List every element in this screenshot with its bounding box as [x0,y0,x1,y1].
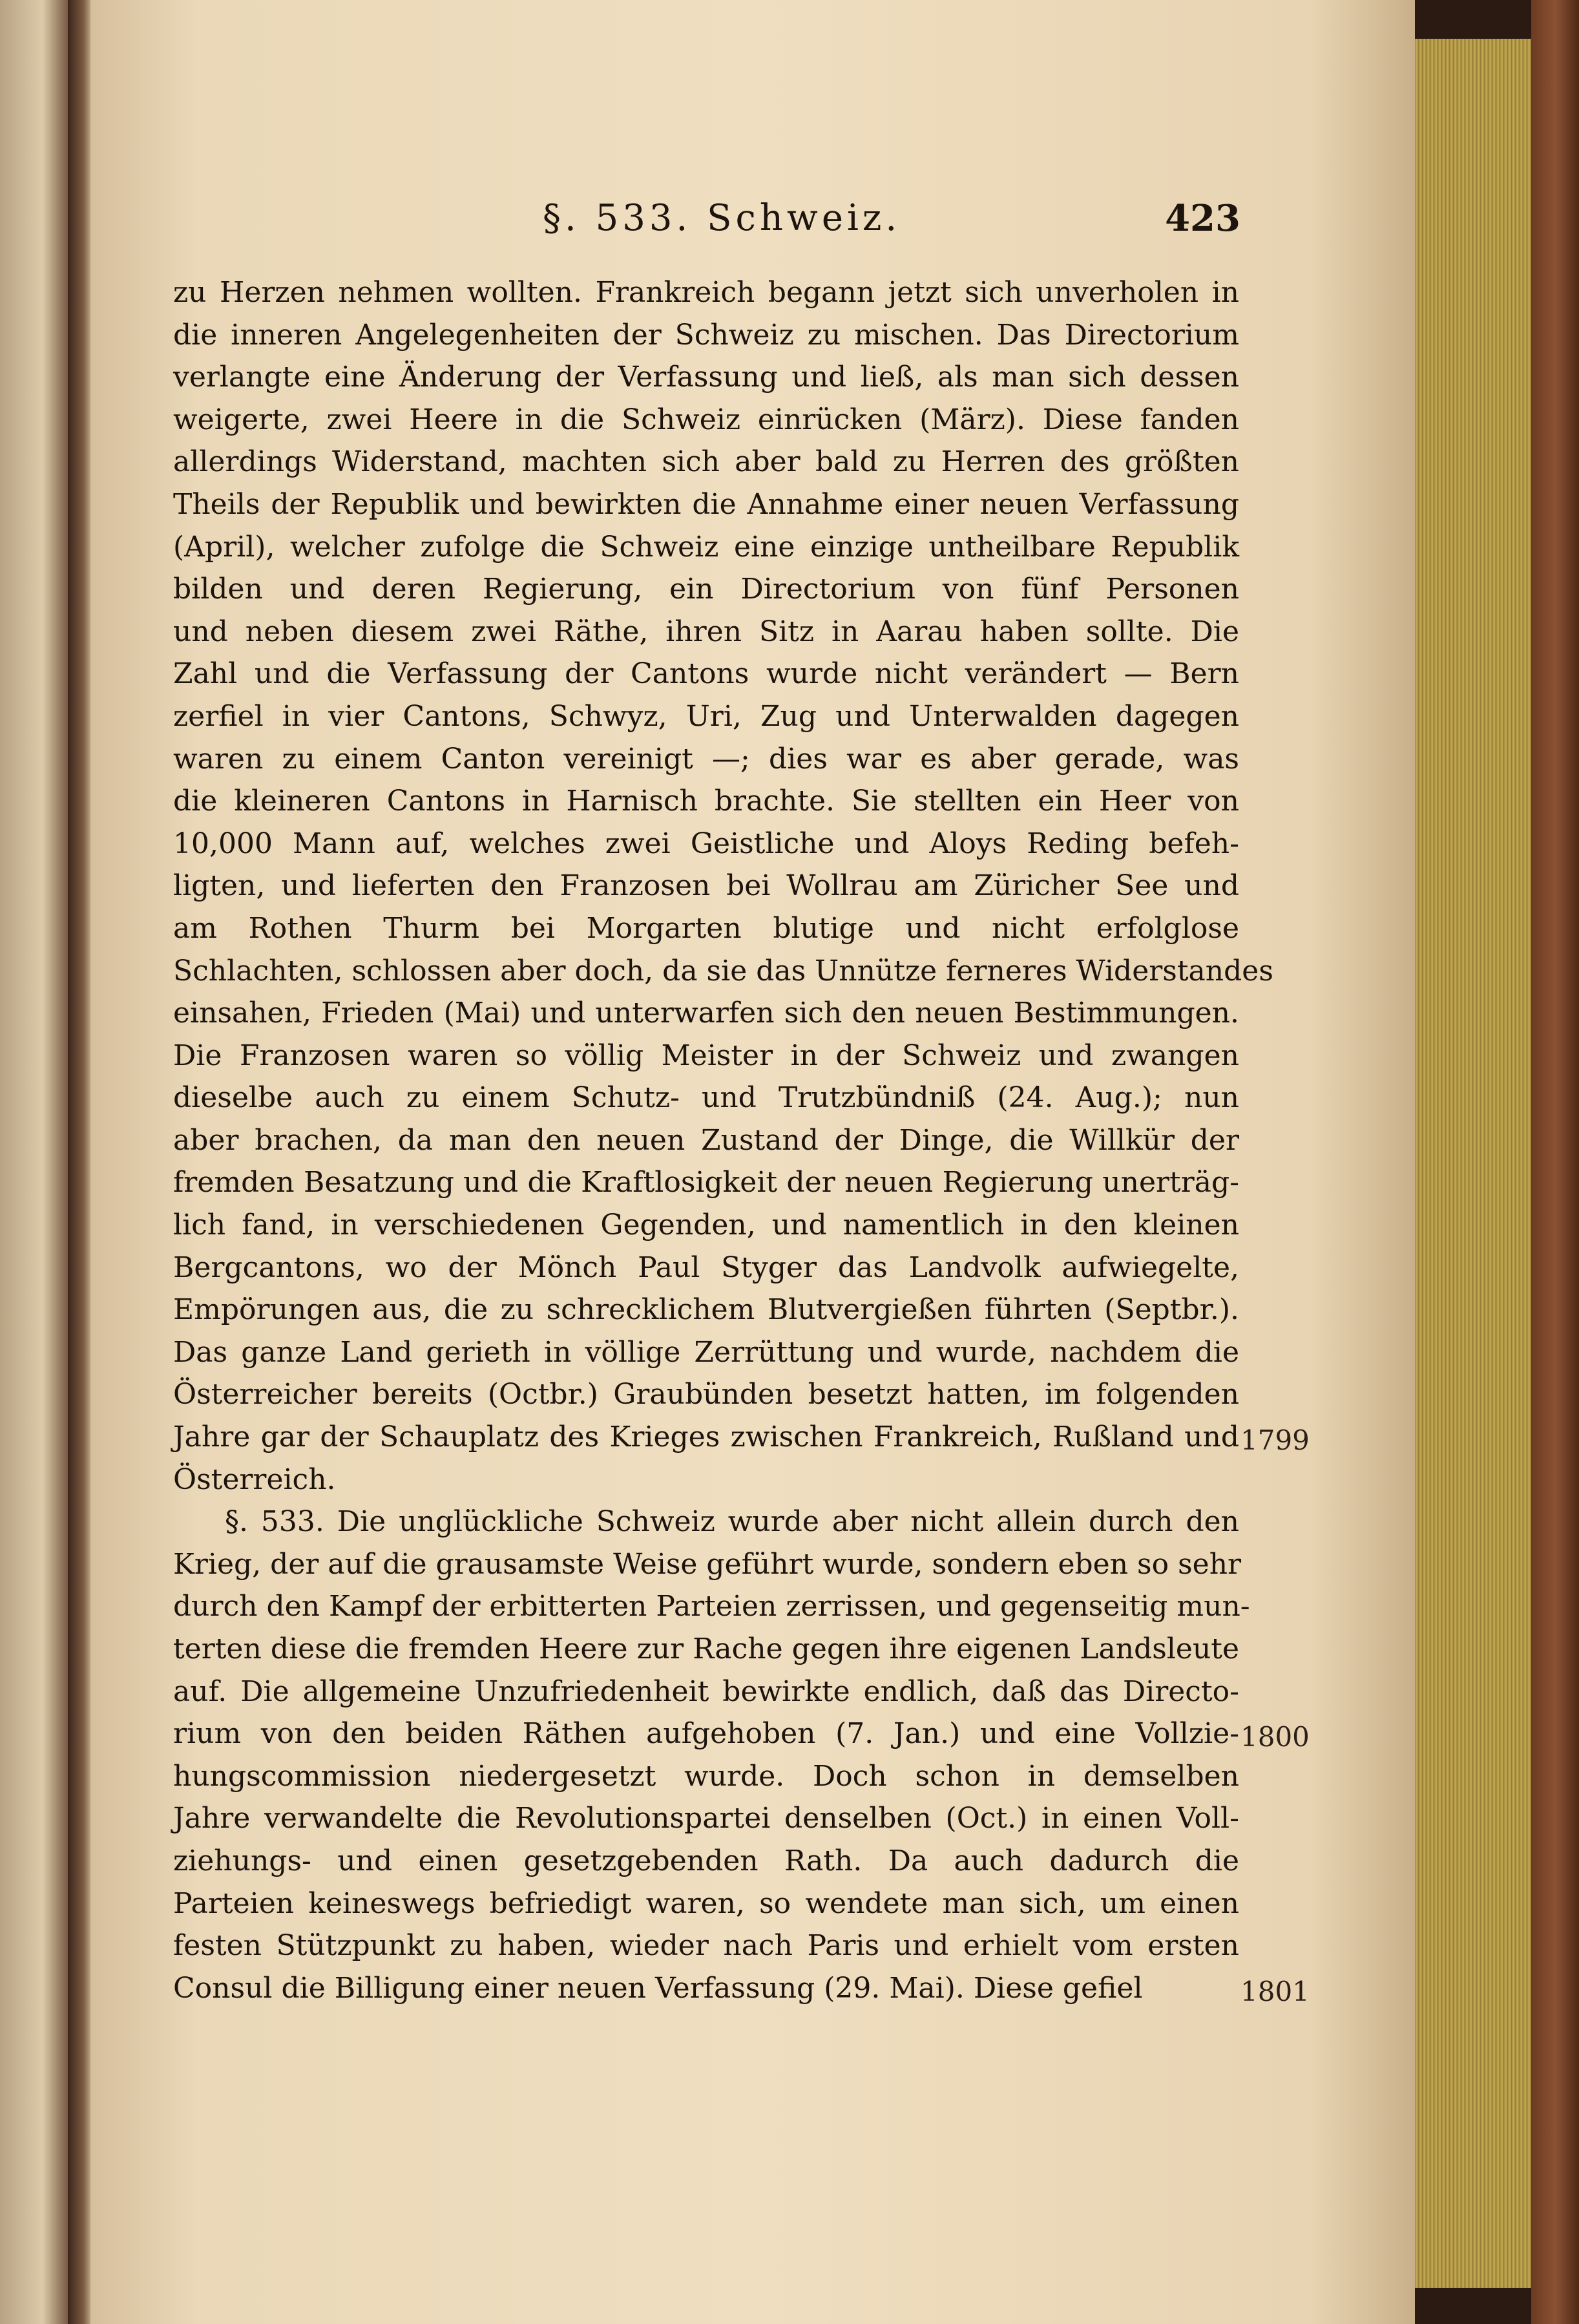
text-line: und neben diesem zwei Räthe, ihren Sitz in Aarau haben sollte. Die [173,615,1239,648]
text-line: lich fand, in verschiedenen Gegenden, und namentlich in den kleinen [173,1209,1239,1242]
text-line: fremden Besatzung und die Kraftlosigkeit der neuen Regierung unerträg- [173,1166,1239,1199]
text-line: Bergcantons, wo der Mönch Paul Styger das Landvolk aufwiegelte, [173,1251,1239,1284]
text-line: bilden und deren Regierung, ein Directorium von fünf Personen [173,573,1239,606]
text-line: einsahen, Frieden (Mai) und unterwarfen sich den neuen Bestimmungen. [173,997,1239,1030]
book-gutter [68,0,94,2324]
text-line: rium von den beiden Räthen aufgehoben (7. Jan.) und eine Vollzie- [173,1717,1239,1751]
text-line: weigerte, zwei Heere in die Schweiz einrücken (März). Diese fanden [173,403,1239,436]
text-line: ziehungs- und einen gesetzgebenden Rath. Da auch dadurch die [173,1844,1239,1877]
margin-year-1800: 1800 [1240,1721,1310,1753]
body-text [173,271,1273,2009]
text-line: Österreicher bereits (Octbr.) Graubünden besetzt hatten, im folgenden [173,1378,1239,1411]
text-line: Schlachten, schlossen aber doch, da sie das Unnütze ferneres Widerstandes [173,954,1273,988]
text-line: verlangte eine Änderung der Verfassung und ließ, als man sich dessen [173,361,1239,394]
text-line: §. 533. Die unglückliche Schweiz wurde aber nicht allein durch den [225,1505,1239,1539]
margin-year-1799: 1799 [1240,1424,1310,1456]
gilt-page-edges [1415,39,1531,2288]
text-line: Zahl und die Verfassung der Cantons wurde nicht verändert — Bern [173,657,1239,691]
text-line: aber brachen, da man den neuen Zustand der Dinge, die Willkür der [173,1123,1239,1157]
running-title: §. 533. Schweiz. [543,197,901,239]
text-line: durch den Kampf der erbitterten Parteien zerrissen, und gegenseitig mun- [173,1590,1250,1623]
text-line: auf. Die allgemeine Unzufriedenheit bewirkte endlich, daß das Directo- [173,1674,1239,1708]
text-line: hungscommission niedergesetzt wurde. Doch schon in demselben [173,1759,1239,1793]
text-line: dieselbe auch zu einem Schutz- und Trutzbündniß (24. Aug.); nun [173,1081,1239,1115]
text-line: waren zu einem Canton vereinigt —; dies war es aber gerade, was [173,742,1239,776]
text-line: am Rothen Thurm bei Morgarten blutige und nicht erfolglose [173,911,1239,945]
text-line: Die Franzosen waren so völlig Meister in der Schweiz und zwangen [173,1039,1239,1072]
text-line: terten diese die fremden Heere zur Rache gegen ihre eigenen Landsleute [173,1632,1239,1665]
text-line: Consul die Billigung einer neuen Verfassung (29. Mai). Diese gefiel [173,1971,1143,2005]
text-line: zerfiel in vier Cantons, Schwyz, Uri, Zug und Unterwalden dagegen [173,699,1239,733]
text-line: die kleineren Cantons in Harnisch brachte. Sie stellten ein Heer von [173,785,1239,818]
page-number: 423 [1165,197,1240,240]
text-line: Jahre gar der Schauplatz des Krieges zwischen Frankreich, Rußland und [173,1421,1239,1454]
text-line: die inneren Angelegenheiten der Schweiz zu mischen. Das Directorium [173,318,1239,352]
margin-year-1801: 1801 [1240,1976,1310,2007]
facing-page-edge [0,0,71,2324]
text-line: Jahre verwandelte die Revolutionspartei denselben (Oct.) in einen Voll- [173,1802,1239,1835]
text-line: Krieg, der auf die grausamste Weise geführt wurde, sondern eben so sehr [173,1547,1242,1581]
text-line: Österreich. [173,1463,336,1496]
text-line: Empörungen aus, die zu schrecklichem Blutvergießen führten (Septbr.). [173,1293,1239,1327]
text-line: Theils der Republik und bewirkten die Annahme einer neuen Verfassung [173,487,1239,521]
text-line: Das ganze Land gerieth in völlige Zerrüttung und wurde, nachdem die [173,1335,1239,1369]
text-line: (April), welcher zufolge die Schweiz eine einzige untheilbare Republik [173,530,1239,564]
text-line: allerdings Widerstand, machten sich aber bald zu Herren des größten [173,445,1239,479]
text-line: festen Stützpunkt zu haben, wieder nach Paris und erhielt vom ersten [173,1929,1239,1963]
text-line: ligten, und lieferten den Franzosen bei Wollrau am Züricher See und [173,869,1239,903]
text-line: 10,000 Mann auf, welches zwei Geistliche und Aloys Reding befeh- [173,827,1239,860]
text-line: Parteien keineswegs befriedigt waren, so wendete man sich, um einen [173,1886,1239,1920]
book-cover [1531,0,1579,2324]
text-line: zu Herzen nehmen wollten. Frankreich begann jetzt sich unverholen in [173,276,1239,309]
running-header [168,197,1240,242]
